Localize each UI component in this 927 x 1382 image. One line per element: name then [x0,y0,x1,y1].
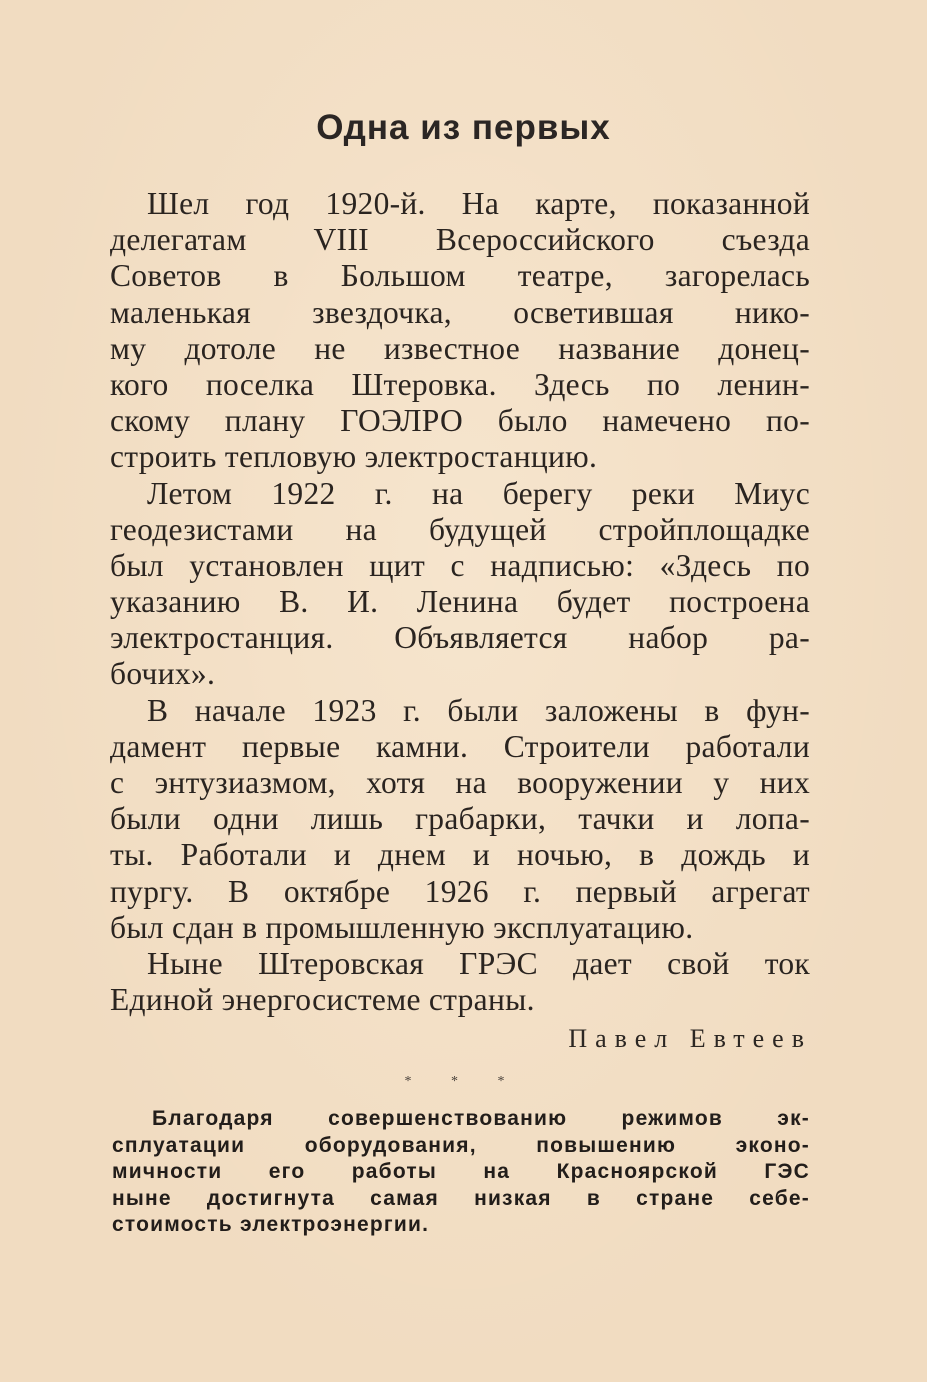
text-line: был сдан в промышленную эксплуатацию. [110,909,694,945]
author-signature: Павел Евтеев [568,1024,812,1053]
paragraph [110,186,810,476]
text-line: Шел год 1920-й. На карте, показанной [147,186,810,221]
text-line: геодезистами на будущей стройплощадке [110,511,810,547]
text-line: указанию В. И. Ленина будет построена [110,584,810,620]
text-line: Ныне Штеровская ГРЭС дает свой ток [147,945,810,981]
paragraph [110,693,810,946]
text-line: му дотоле не известное название донец- [110,330,810,366]
note-line: Благодаря совершенствованию режимов эк- [152,1107,810,1130]
text-line: В начале 1923 г. были заложены в фун- [147,692,810,728]
paragraph [110,946,810,1018]
text-line: кого поселка Штеровка. Здесь по ленин- [110,366,810,402]
paragraph [110,476,810,693]
text-line: делегатам VIII Всероссийского съезда [110,222,810,258]
text-line: Советов в Большом театре, загорелась [110,258,810,294]
footnote-block [112,1106,810,1239]
text-line: дамент первые камни. Строители работали [110,728,810,764]
text-line: маленькая звездочка, осветившая нико- [110,294,810,330]
article-title: Одна из первых [316,108,611,147]
text-line: Летом 1922 г. на берегу реки Миус [147,475,810,511]
note-line: ныне достигнута самая низкая в стране себе- [112,1186,810,1210]
text-line: Единой энергосистеме страны. [110,982,535,1018]
note-line: мичности его работы на Красноярской ГЭС [112,1160,810,1183]
text-line: с энтузиазмом, хотя на вооружении у них [110,765,810,800]
text-line: скому плану ГОЭЛРО было намечено по- [110,403,810,439]
note-line: стоимость электроэнергии. [112,1213,430,1236]
text-line: ты. Работали и днем и ночью, в дождь и [110,837,810,873]
section-separator: * * * [404,1074,523,1089]
text-line: бочих». [110,656,216,692]
text-line: был установлен щит с надписью: «Здесь по [110,547,810,583]
text-line: электростанция. Объявляется набор ра- [110,620,810,656]
text-line: были одни лишь грабарки, тачки и лопа- [110,801,810,837]
text-line: строить тепловую электростанцию. [110,439,598,475]
text-line: пургу. В октябре 1926 г. первый агрегат [110,873,810,909]
note-line: сплуатации оборудования, повышению эконо- [112,1133,810,1157]
article-body [110,186,810,1018]
